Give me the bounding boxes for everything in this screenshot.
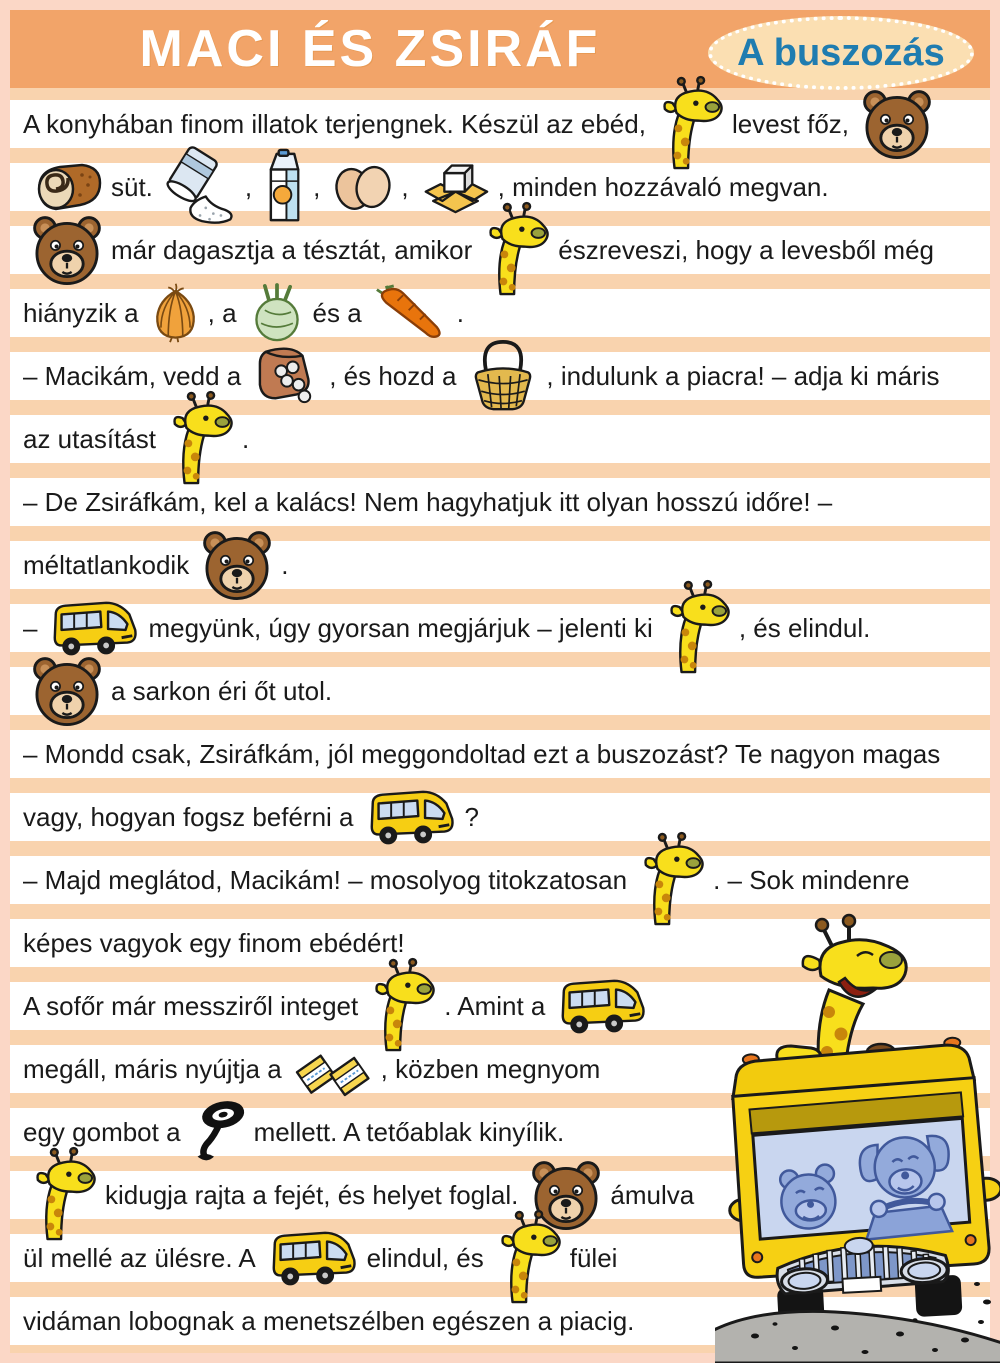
bus-icon <box>556 975 649 1037</box>
story-text: – Macikám, vedd a <box>23 360 242 391</box>
story-text: és a <box>312 297 362 328</box>
story-text: megáll, máris nyújtja a <box>23 1053 282 1084</box>
bear-head-icon <box>860 88 934 160</box>
story-row-11 <box>10 730 990 778</box>
story-text: A sofőr már messziről integet <box>23 990 359 1021</box>
story-text: kidugja rajta a fejét, és helyet foglal. <box>105 1179 519 1210</box>
giraffe-head-icon <box>664 582 732 674</box>
coin-purse-icon <box>252 346 322 406</box>
story-row-9 <box>10 604 990 652</box>
story-row-13 <box>10 856 990 904</box>
strudel-icon <box>30 159 104 215</box>
giraffe-head-icon <box>657 78 725 170</box>
bear-head-icon <box>30 214 104 286</box>
bus-icon <box>48 597 141 659</box>
story-text: mellett. A tetőablak kinyílik. <box>253 1116 565 1147</box>
story-text: – Mondd csak, Zsiráfkám, jól meggondoltad ezt a buszozást? Te nagyon magas <box>23 738 941 769</box>
story-text: hiányzik a <box>23 297 139 328</box>
story-text: már dagasztja a tésztát, amikor <box>111 234 473 265</box>
story-text: megyünk, úgy gyorsan megjárjuk – jelenti ki <box>148 612 653 643</box>
story-row-12 <box>10 793 990 841</box>
story-text: , indulunk a piacra! – adja ki máris <box>546 360 940 391</box>
story-text: – <box>23 612 38 643</box>
story-row-20 <box>10 1297 990 1345</box>
story-text: levest főz, <box>731 108 850 139</box>
story-text: , minden hozzávaló megvan. <box>497 171 829 202</box>
story-row-5 <box>10 352 990 400</box>
tickets-icon <box>293 1044 374 1094</box>
story-row-14 <box>10 919 990 967</box>
story-row-16 <box>10 1045 990 1093</box>
story <box>10 100 990 1360</box>
story-text: . <box>456 297 464 328</box>
story-row-10 <box>10 667 990 715</box>
juice-carton-icon <box>263 148 306 226</box>
story-row-19 <box>10 1234 990 1282</box>
sugar-box-icon <box>420 160 491 214</box>
story-text: ? <box>464 801 479 832</box>
story-row-7 <box>10 478 990 526</box>
story-text: . Amint a <box>444 990 546 1021</box>
story-text: – De Zsiráfkám, kel a kalács! Nem hagyhatjuk itt olyan hosszú időre! – <box>23 486 833 517</box>
bus-icon <box>365 786 458 848</box>
story-text: a sarkon éri őt utol. <box>111 675 333 706</box>
giraffe-head-icon <box>30 1149 98 1241</box>
story-text: méltatlankodik <box>23 549 190 580</box>
giraffe-head-icon <box>369 960 437 1052</box>
story-text: , közben megnyom <box>380 1053 601 1084</box>
salt-pour-icon <box>164 147 238 227</box>
story-text: süt. <box>111 171 153 202</box>
story-row-8 <box>10 541 990 589</box>
eggs-icon <box>331 162 394 212</box>
story-text: vidáman lobognak a menetszélben egészen a piacig. <box>23 1305 635 1336</box>
story-row-3 <box>10 226 990 274</box>
story-text: vagy, hogyan fogsz beférni a <box>23 801 354 832</box>
story-text: , <box>244 171 253 202</box>
story-text: . <box>281 549 289 580</box>
story-text: . <box>241 423 250 454</box>
story-text: egy gombot a <box>23 1116 181 1147</box>
story-row-17 <box>10 1108 990 1156</box>
story-text: elindul, és <box>366 1242 484 1273</box>
story-text: A konyhában finom illatok terjengnek. Készül az ebéd, <box>23 108 646 139</box>
giraffe-head-icon <box>483 204 551 296</box>
story-text: , és elindul. <box>738 612 871 643</box>
story-text: . – Sok mindenre <box>713 864 910 895</box>
steering-wheel-icon <box>192 1100 247 1164</box>
bear-head-icon <box>30 655 104 727</box>
onion-icon <box>150 282 201 344</box>
episode-badge: A buszozás <box>708 16 974 90</box>
story-text: , a <box>207 297 237 328</box>
page-title: MACI ÉS ZSIRÁF <box>139 20 601 78</box>
story-row-6 <box>10 415 990 463</box>
bear-head-icon <box>200 529 274 601</box>
basket-icon <box>467 338 539 414</box>
giraffe-head-icon <box>167 393 235 485</box>
story-row-15 <box>10 982 990 1030</box>
story-row-1 <box>10 100 990 148</box>
header-banner <box>10 10 990 88</box>
story-text: fülei <box>569 1242 618 1273</box>
story-text: az utasítást <box>23 423 156 454</box>
story-text: , és hozd a <box>329 360 457 391</box>
story-text: , <box>401 171 409 202</box>
story-row-4 <box>10 289 990 337</box>
story-text: képes vagyok egy finom ebédért! <box>23 927 405 958</box>
bus-icon <box>267 1227 360 1289</box>
story-text: ámulva <box>610 1179 695 1210</box>
giraffe-head-icon <box>495 1212 563 1304</box>
giraffe-head-icon <box>638 834 706 926</box>
story-text: észreveszi, hogy a levesből még <box>558 234 935 265</box>
story-text: , <box>313 171 321 202</box>
kohlrabi-icon <box>248 284 306 342</box>
story-text: – Majd meglátod, Macikám! – mosolyog titokzatosan <box>23 864 628 895</box>
story-text: ül mellé az ülésre. A <box>23 1242 256 1273</box>
carrot-icon <box>373 284 450 342</box>
